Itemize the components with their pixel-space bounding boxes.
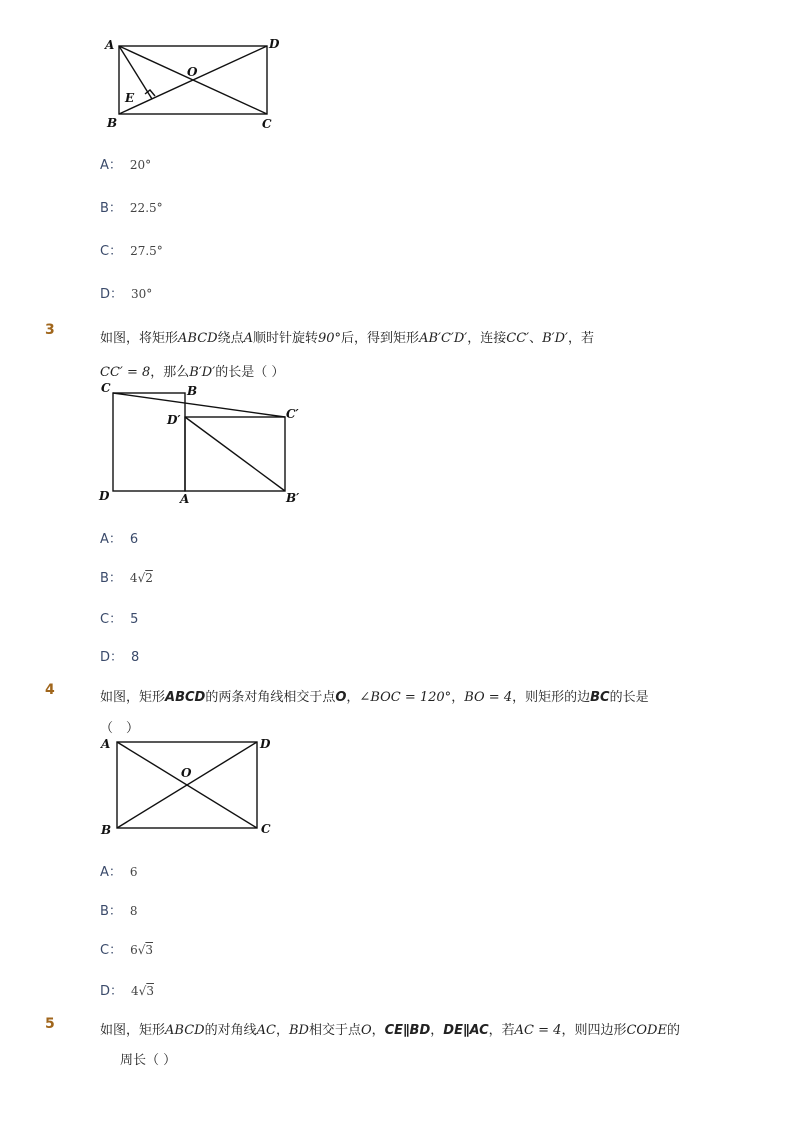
q3-option-c[interactable] [100, 608, 138, 627]
q4-figure [95, 734, 285, 839]
q4-number: 4 [45, 682, 55, 698]
option-letter: C： [100, 612, 123, 627]
q3-figure [95, 380, 310, 510]
q4-stem-line1: 如图，矩形ABCD的两条对角线相交于点O，∠BOC = 120°，BO = 4，则矩形的边BC的长是 [100, 690, 649, 705]
option-value: 5 [130, 612, 139, 627]
option-letter: D： [100, 287, 124, 302]
q4-option-a[interactable] [100, 861, 138, 880]
q2-label-b: B [107, 116, 118, 130]
option-letter: A： [100, 158, 122, 173]
q2-option-c[interactable] [100, 240, 163, 259]
option-value: 8 [131, 650, 140, 665]
option-value: 20° [129, 158, 152, 172]
option-letter: D： [100, 984, 124, 999]
q3-option-b[interactable] [100, 567, 153, 586]
q3-segment-cc' [113, 393, 285, 417]
q4-label-a: A [101, 737, 111, 751]
option-letter: B： [100, 904, 122, 919]
q2-label-o: O [187, 65, 198, 79]
q3-option-d[interactable] [100, 646, 139, 665]
q3-label-b-prime: B′ [286, 491, 300, 505]
q4-label-c: C [261, 822, 271, 836]
option-letter: D： [100, 650, 124, 665]
q4-option-b[interactable] [100, 900, 138, 919]
q3-stem-line2: CC′ = 8，那么B′D′的长是（ ） [100, 365, 285, 380]
option-value: 30° [131, 287, 153, 301]
q2-option-d[interactable] [100, 283, 152, 302]
option-letter: B： [100, 571, 122, 586]
q3-stem-line1: 如图，将矩形ABCD绕点A顺时针旋转90°后，得到矩形AB′C′D′，连接CC′、B′D′，若 [100, 331, 595, 346]
q2-option-b[interactable] [100, 197, 163, 216]
option-letter: C： [100, 244, 123, 259]
q5-number: 5 [45, 1016, 55, 1032]
option-letter: C： [100, 943, 123, 958]
q2-figure [95, 30, 295, 135]
q2-label-d: D [269, 37, 280, 51]
q4-option-d[interactable] [100, 980, 154, 999]
q4-label-b: B [101, 823, 112, 837]
q3-label-a: A [180, 492, 190, 506]
q5-stem-line1: 如图，矩形ABCD的对角线AC，BD相交于点O，CE∥BD，DE∥AC，若AC = 4，则四边形CODE的 [100, 1023, 680, 1038]
option-value: 6 [129, 865, 138, 879]
q3-label-d-prime: D′ [167, 413, 181, 427]
option-letter: A： [100, 532, 122, 547]
q2-label-c: C [262, 117, 272, 131]
option-letter: B： [100, 201, 122, 216]
q4-label-d: D [260, 737, 271, 751]
q4-stem-line2: （ ） [100, 721, 140, 736]
q5-stem-line2: 周长（ ） [120, 1053, 177, 1068]
option-value: 22.5° [129, 201, 163, 215]
option-value: 8 [129, 904, 138, 918]
option-letter: A： [100, 865, 122, 880]
option-value: 27.5° [130, 244, 163, 258]
q3-label-c-prime: C′ [286, 407, 299, 421]
option-value: 6√3 [130, 943, 154, 957]
option-value: 4√3 [131, 984, 154, 998]
q4-option-c[interactable] [100, 939, 153, 958]
q3-segment-b'd' [185, 417, 285, 491]
q3-option-a[interactable] [100, 528, 138, 547]
q3-label-b: B [187, 384, 198, 398]
q3-rectangle-abcd [113, 393, 185, 491]
q3-number: 3 [45, 322, 55, 338]
q3-label-d: D [99, 489, 110, 503]
q2-option-a[interactable] [100, 154, 151, 173]
option-value: 4√2 [129, 571, 153, 585]
q4-label-o: O [181, 766, 192, 780]
q3-label-c: C [101, 381, 111, 395]
q2-label-e: E [125, 91, 135, 105]
q2-label-a: A [105, 38, 115, 52]
option-value: 6 [129, 532, 139, 547]
